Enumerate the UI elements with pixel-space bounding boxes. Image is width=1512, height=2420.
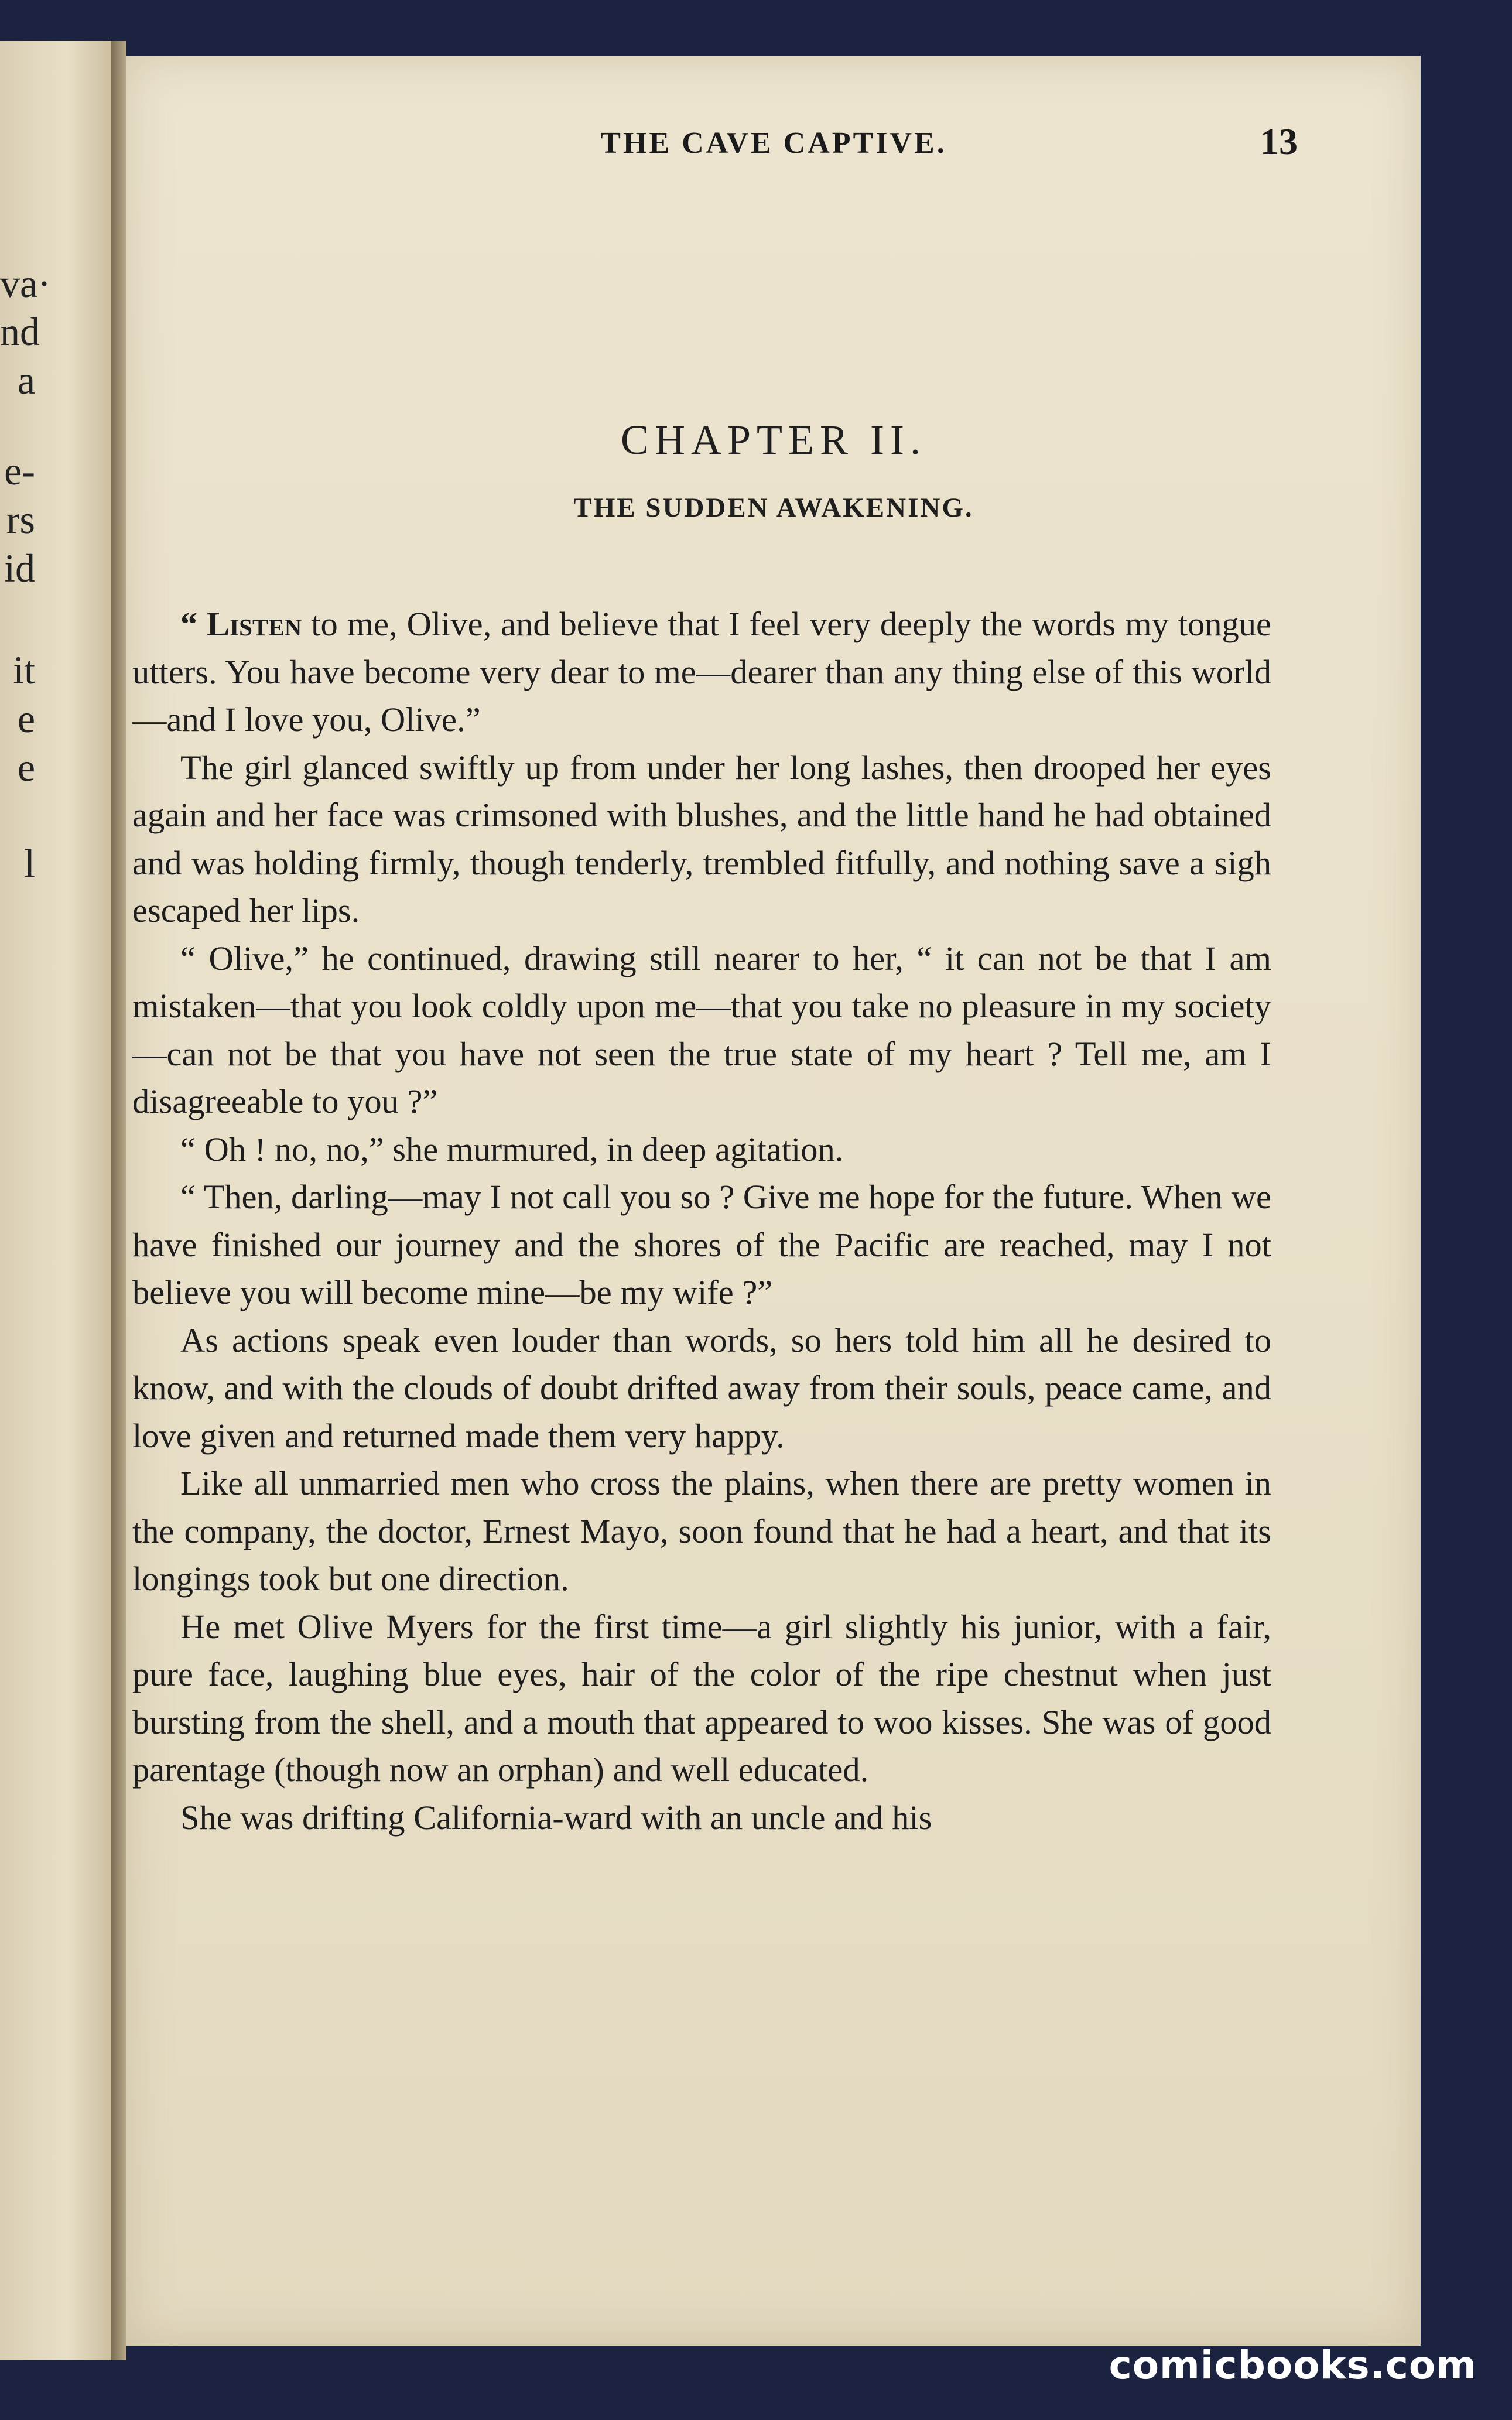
paragraph-text: As actions speak even louder than words, so hers told him all he desired to know, and with the clouds of doubt drifted away from their souls, peace came, and love given and returned made them very happy. (132, 1321, 1271, 1455)
page-number: 13 (1260, 121, 1298, 162)
paragraph-text: The girl glanced swiftly up from under her long lashes, then drooped her eyes again and her face was crimsoned with blushes, and the little hand he had obtained and was holding firmly, though tenderly, trembled fitfully, and nothing save a sigh escaped her lips. (132, 748, 1271, 929)
paragraph-lead: “ Listen (180, 605, 302, 643)
paragraph-text: He met Olive Myers for the first time—a girl slightly his junior, with a fair, pure face, laughing blue eyes, hair of the color of the ripe chestnut when just bursting from the shell, and a mouth that appeared to woo kisses. She was of good parentage (though now an orphan) and well educated. (132, 1607, 1271, 1789)
paragraph-text: She was drifting California-ward with an uncle and his (180, 1798, 932, 1837)
watermark-text: comicbooks.com (1109, 2343, 1477, 2388)
left-page-fragment: e (17, 745, 35, 789)
paragraph (132, 1459, 1271, 1603)
left-page-fragment: l (24, 841, 35, 886)
left-page-fragment: e- (4, 449, 35, 493)
paragraph (132, 600, 1271, 744)
paragraph-text: “ Olive,” he continued, drawing still nearer to her, “ it can not be that I am mistaken—that you look coldly upon me—that you take no pleasure in my society—can not be that you have not seen the true state of my heart ? Tell me, am I disagreeable to you ?” (132, 939, 1271, 1120)
paragraph-text: to me, Olive, and believe that I feel very deeply the words my tongue utters. You have become very dear to me—dearer than any thing else of this world—and I love you, Olive.” (132, 605, 1271, 739)
left-page-fragment: va· (0, 261, 51, 306)
paragraph (132, 1603, 1271, 1794)
left-page-edge (0, 41, 115, 2360)
paragraph-text: “ Oh ! no, no,” she murmured, in deep agitation. (180, 1130, 844, 1168)
left-page-fragment: id (4, 546, 35, 590)
paragraph (132, 1173, 1271, 1317)
left-page-fragment: it (13, 648, 35, 692)
paragraph-text: “ Then, darling—may I not call you so ? Give me hope for the future. When we have finished our journey and the shores of the Pacific are reached, may I not believe you will become mine—be my wife ?” (132, 1178, 1271, 1311)
paragraph (132, 744, 1271, 935)
book-page (126, 56, 1421, 2346)
chapter-subtitle: THE SUDDEN AWAKENING. (573, 493, 974, 523)
paragraph (132, 935, 1271, 1126)
paragraph (132, 1317, 1271, 1460)
paragraph-text: Like all unmarried men who cross the plains, when there are pretty women in the company, the doctor, Ernest Mayo, soon found that he had a heart, and that its longings took but one direction. (132, 1464, 1271, 1598)
left-page-fragment: nd (0, 309, 40, 354)
chapter-title: CHAPTER II. (621, 416, 926, 463)
left-page-fragment: a (17, 358, 35, 402)
left-page-fragment: e (17, 696, 35, 741)
book-gutter (111, 41, 126, 2360)
left-page-fragment: rs (6, 497, 35, 542)
running-head: THE CAVE CAPTIVE. (600, 127, 947, 160)
paragraph (132, 1126, 1271, 1174)
paragraph (132, 1794, 1271, 1842)
body-text (132, 600, 1271, 1841)
